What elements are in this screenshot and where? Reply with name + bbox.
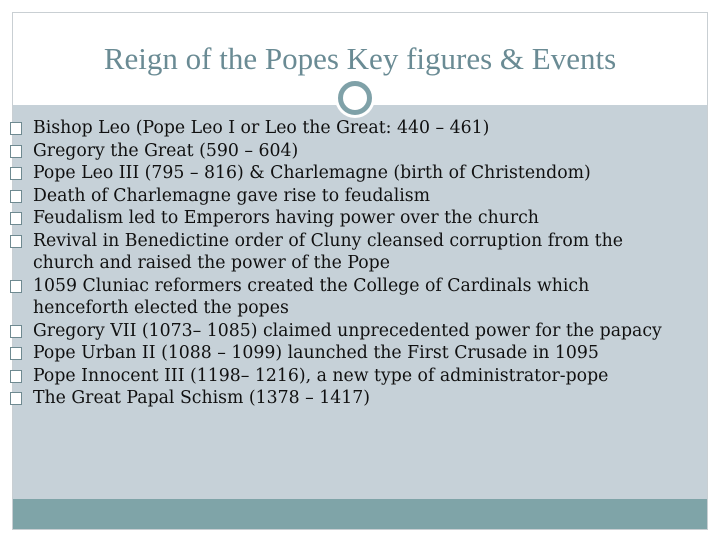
bullet-list bbox=[7, 117, 687, 410]
bullet-text: 1059 Cluniac reformers created the College of Cardinals which henceforth elected the popes bbox=[33, 275, 590, 318]
bullet-text: Death of Charlemagne gave rise to feudalism bbox=[33, 185, 431, 206]
bullet-text: Pope Innocent III (1198– 1216), a new type of administrator-pope bbox=[33, 365, 609, 386]
square-bullet-icon bbox=[10, 145, 22, 158]
square-bullet-icon bbox=[10, 212, 22, 225]
footer-bar bbox=[13, 499, 707, 529]
bullet-text: Feudalism led to Emperors having power over the church bbox=[33, 208, 539, 228]
bullet-text: Revival in Benedictine order of Cluny cleansed corruption from the church and raised the power of the Pope bbox=[33, 230, 623, 273]
bullet-text: Gregory VII (1073– 1085) claimed unprecedented power for the papacy bbox=[33, 320, 662, 341]
list-item bbox=[7, 342, 687, 365]
bullet-text: Pope Urban II (1088 – 1099) launched the First Crusade in 1095 bbox=[33, 343, 599, 363]
bullet-text: Gregory the Great (590 – 604) bbox=[33, 140, 299, 161]
square-bullet-icon bbox=[10, 122, 22, 135]
circle-ring-icon bbox=[338, 81, 372, 115]
bullet-text: Pope Leo III (795 – 816) & Charlemagne (birth of Christendom) bbox=[33, 163, 591, 183]
list-item bbox=[7, 162, 687, 185]
square-bullet-icon bbox=[10, 167, 22, 180]
slide-title: Reign of the Popes Key figures & Events bbox=[103, 41, 617, 76]
list-item bbox=[7, 230, 687, 275]
list-item bbox=[7, 365, 687, 388]
square-bullet-icon bbox=[10, 190, 22, 203]
square-bullet-icon bbox=[10, 325, 22, 338]
list-item bbox=[7, 117, 687, 140]
square-bullet-icon bbox=[10, 370, 22, 383]
list-item bbox=[7, 387, 687, 410]
list-item bbox=[7, 185, 687, 208]
square-bullet-icon bbox=[10, 235, 22, 248]
square-bullet-icon bbox=[10, 392, 22, 405]
bullet-text: Bishop Leo (Pope Leo I or Leo the Great: 440 – 461) bbox=[33, 118, 490, 138]
list-item bbox=[7, 275, 687, 320]
list-item bbox=[7, 140, 687, 163]
square-bullet-icon bbox=[10, 347, 22, 360]
square-bullet-icon bbox=[10, 280, 22, 293]
list-item bbox=[7, 207, 687, 230]
list-item bbox=[7, 320, 687, 343]
bullet-text: The Great Papal Schism (1378 – 1417) bbox=[33, 388, 370, 408]
